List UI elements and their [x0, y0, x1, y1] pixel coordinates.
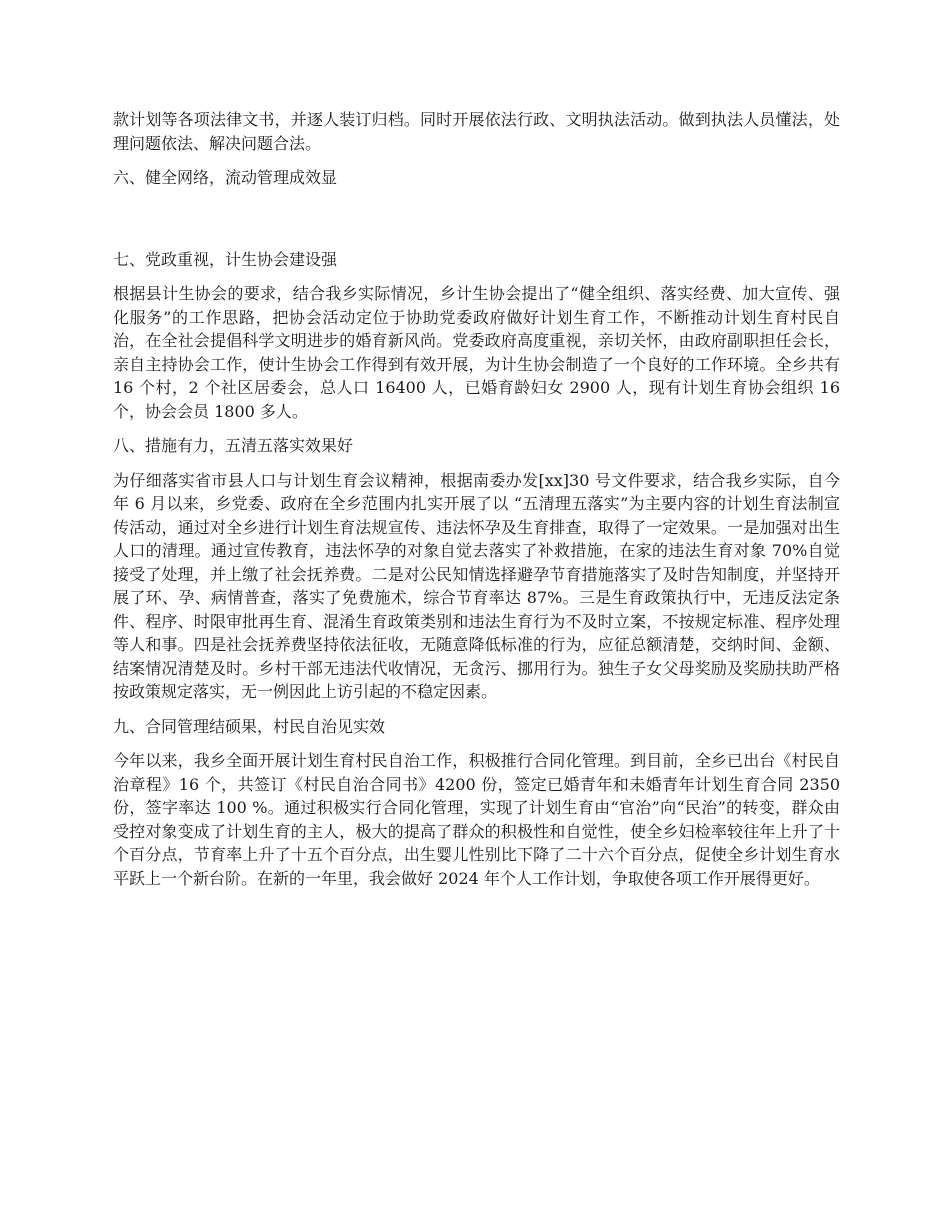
paragraph-legal-documents: 款计划等各项法律文书，并逐人装订归档。同时开展依法行政、文明执法活动。做到执法人员懂法，处理问题依法、解决问题合法。 [113, 110, 840, 153]
paragraph-section-8: 为仔细落实省市县人口与计划生育会议精神，根据南委办发[xx]30 号文件要求，结合我乡实际，自今年 6 月以来，乡党委、政府在全乡范围内扎实开展了以 “五清理五落实”为主要内容的计划生育法制宣传活动，通过对全乡进行计划生育法规宣传、违法怀孕及生育排查，取得了一定效果。一是加强对出生人口的清理。通过宣传教育，违法怀孕的对象自觉去落实了补救措施，在家的违法生育对象 70%自觉接受了处理，并上缴了社会抚养费。二是对公民知情选择避孕节育措施落实了及时告知制度，并坚持开展了环、孕、病情普查，落实了免费施术，综合节育率达 87%。三是生育政策执行中，无违反法定条件、程序、时限审批再生育、混淆生育政策类别和违法生育行为不及时立案，不按规定标准、程序处理等人和事。四是社会抚养费坚持依法征收，无随意降低标准的行为，应征总额清楚，交纳时间、金额、结案情况清楚及时。乡村干部无违法代收情况，无贪污、挪用行为。独生子女父母奖励及奖励扶助严格按政策规定落实，无一例因此上访引起的不稳定因素。 [113, 470, 840, 701]
paragraph-section-7: 根据县计生协会的要求，结合我乡实际情况，乡计生协会提出了“健全组织、落实经费、加大宣传、强化服务”的工作思路，把协会活动定位于协助党委政府做好计划生育工作，不断推动计划生育村民自治，在全社会提倡科学文明进步的婚育新风尚。党委政府高度重视，亲切关怀，由政府副职担任会长，亲自主持协会工作，使计生协会工作得到有效开展，为计生协会制造了一个良好的工作环境。全乡共有 16 个村，2 个社区居委会，总人口 16400 人，已婚育龄妇女 2900 人，现有计划生育协会组织 16 个，协会会员 1800 多人。 [113, 284, 840, 421]
paragraph-section-9: 今年以来，我乡全面开展计划生育村民自治工作，积极推行合同化管理。到目前，全乡已出台《村民自治章程》16 个，共签订《村民自治合同书》4200 份，签定已婚青年和未婚青年计划生育合同 2350 份，签字率达 100 %。通过积极实行合同化管理，实现了计划生育由“官治”向“民治”的转变，群众由受控对象变成了计划生育的主人，极大的提高了群众的积极性和自觉性，使全乡妇检率较往年上升了十个百分点，节育率上升了十五个百分点，出生婴儿性别比下降了二十六个百分点，促使全乡计划生育水平跃上一个新台阶。在新的一年里，我会做好 2024 年个人工作计划，争取使各项工作开展得更好。 [113, 751, 840, 888]
heading-section-7: 七、党政重视，计生协会建设强 [113, 249, 338, 269]
heading-section-6: 六、健全网络，流动管理成效显 [113, 168, 338, 187]
document-page [113, 108, 840, 890]
heading-section-8: 八、措施有力，五清五落实效果好 [113, 436, 354, 455]
heading-section-9: 九、合同管理结硕果，村民自治见实效 [113, 716, 386, 736]
